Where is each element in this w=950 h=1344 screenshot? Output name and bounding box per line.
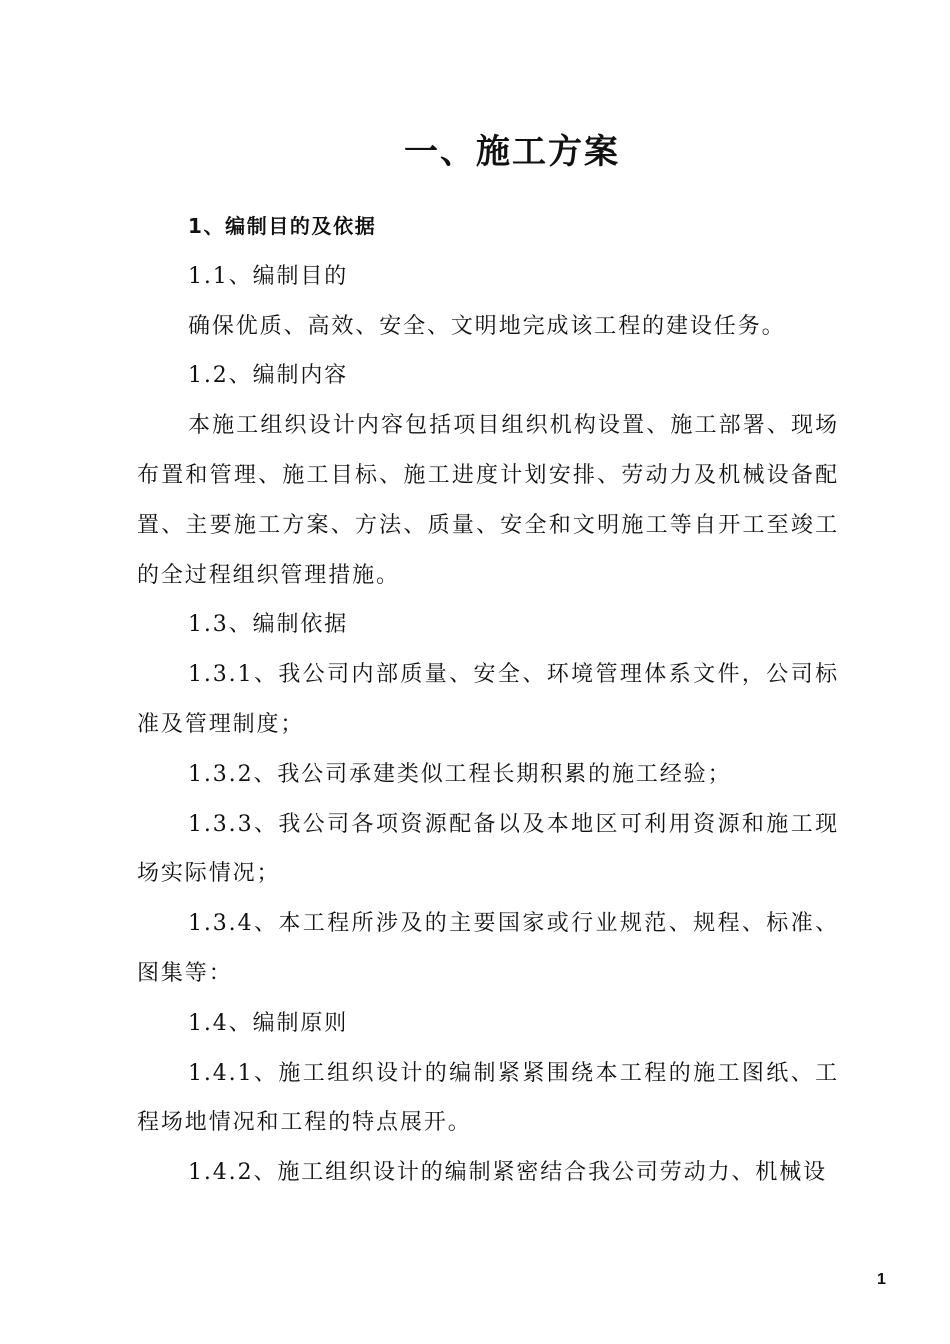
list-item: 1.3.4、本工程所涉及的主要国家或行业规范、规程、标准、图集等： bbox=[137, 911, 839, 986]
subsection-heading: 1.1、编制目的 bbox=[188, 263, 349, 289]
list-item: 1.4.1、施工组织设计的编制紧紧围绕本工程的施工图纸、工程场地情况和工程的特点展开。 bbox=[137, 1060, 839, 1136]
list-item: 1.3.1、我公司内部质量、安全、环境管理体系文件，公司标准及管理制度； bbox=[137, 662, 839, 737]
paragraph: 确保优质、高效、安全、文明地完成该工程的建设任务。 bbox=[188, 313, 786, 339]
subsection-heading: 1.3、编制依据 bbox=[188, 612, 349, 638]
paragraph: 本施工组织设计内容包括项目组织机构设置、施工部署、现场布置和管理、施工目标、施工进度计划安排、劳动力及机械设备配置、主要施工方案、方法、质量、安全和文明施工等自开工至竣工的全过程组织管理措施。 bbox=[137, 413, 839, 588]
page-title: 一、施工方案 bbox=[404, 132, 620, 172]
body-text bbox=[137, 202, 839, 1198]
section-heading: 1、编制目的及依据 bbox=[188, 214, 377, 238]
subsection-heading: 1.4、编制原则 bbox=[188, 1010, 349, 1036]
list-item: 1.3.3、我公司各项资源配备以及本地区可利用资源和施工现场实际情况； bbox=[137, 811, 839, 887]
list-item: 1.4.2、施工组织设计的编制紧密结合我公司劳动力、机械设 bbox=[188, 1160, 828, 1186]
list-item: 1.3.2、我公司承建类似工程长期积累的施工经验； bbox=[188, 761, 732, 787]
page-number: 1 bbox=[877, 1271, 886, 1288]
subsection-heading: 1.2、编制内容 bbox=[188, 363, 349, 389]
